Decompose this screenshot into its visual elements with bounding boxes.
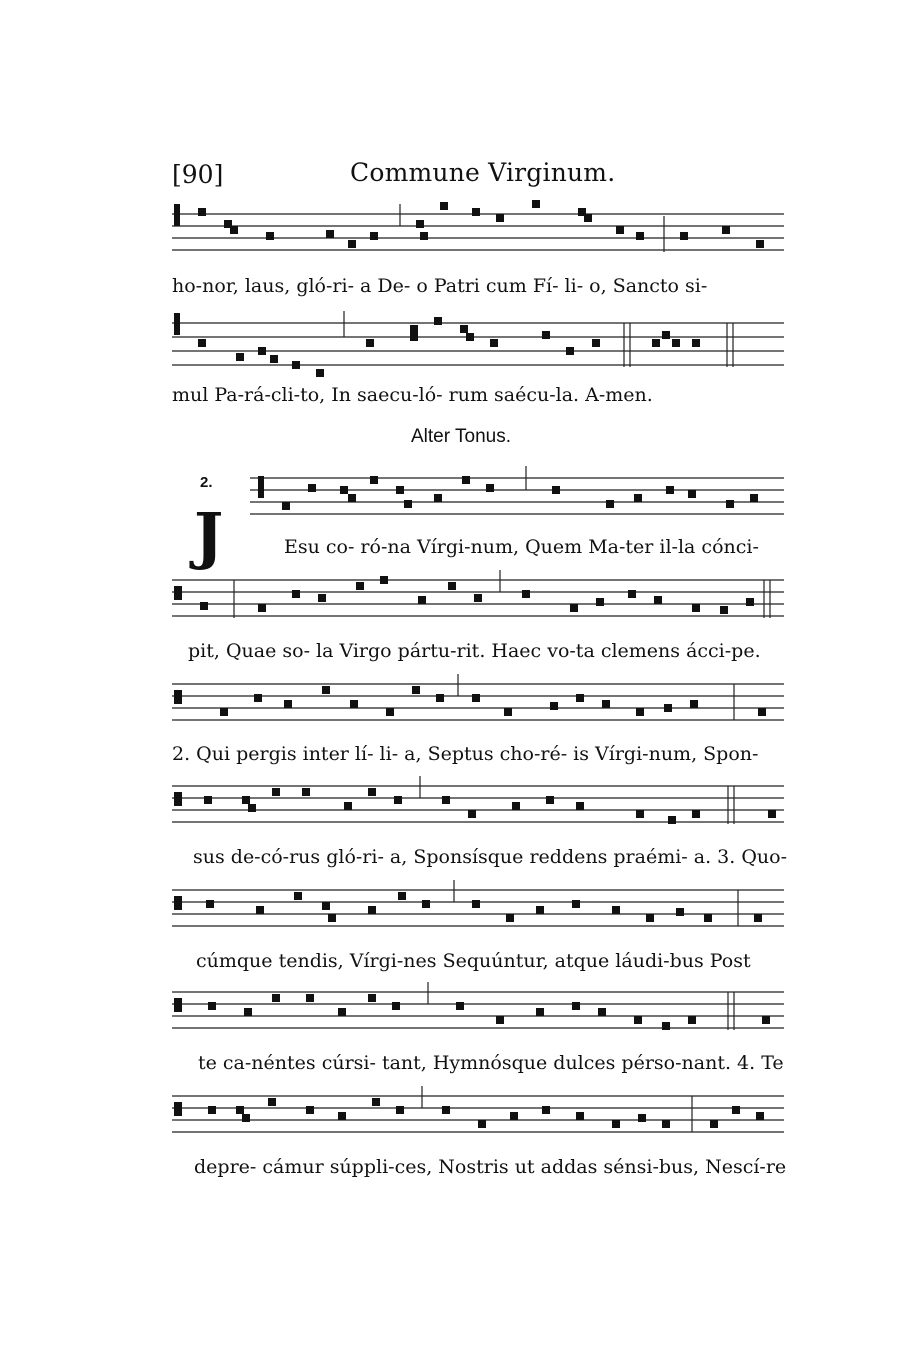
chant-staff-6 [172,774,784,840]
chant-staff-4 [172,568,784,634]
lyric-line-4: pit, Quae so- la Virgo pártu-rit. Haec vo-ta clemens ácci-pe. [188,640,761,662]
staff-lines [172,568,784,634]
lyric-line-8: te ca-néntes cúrsi- tant, Hymnósque dulces pérso-nant. 4. Te [198,1052,784,1074]
chant-staff-2 [172,305,784,380]
chant-staff-7 [172,878,784,944]
initial-letter: J [194,499,224,572]
staff-lines [172,878,784,944]
staff-lines [172,196,784,266]
chant-staff-8 [172,980,784,1046]
chant-staff-9 [172,1084,784,1150]
lyric-line-9: depre- cámur súppli-ces, Nostris ut addas sénsi-bus, Nescí-re [194,1156,787,1178]
staff-lines [250,462,784,532]
lyric-line-1: ho-nor, laus, gló-ri- a De- o Patri cum Fí- li- o, Sancto si- [172,275,708,297]
chant-staff-1 [172,196,784,266]
page-number: [90] [172,160,224,189]
chant-staff-3 [250,462,784,532]
lyric-line-2: mul Pa-rá-cli-to, In saecu-ló- rum saécu-la. A-men. [172,384,653,406]
staff-lines [172,980,784,1046]
staff-lines [172,672,784,738]
lyric-line-3: Esu co- ró-na Vírgi-num, Quem Ma-ter il-la cónci- [284,536,759,558]
verse-number: 2. [200,474,213,491]
lyric-line-7: cúmque tendis, Vírgi-nes Sequúntur, atque láudi-bus Post [196,950,751,972]
lyric-line-6: sus de-có-rus gló-ri- a, Sponsísque reddens praémi- a. 3. Quo- [193,846,787,868]
section-heading: Alter Tonus. [411,426,511,447]
staff-lines [172,1084,784,1150]
staff-lines [172,774,784,840]
chant-staff-5 [172,672,784,738]
page-title: Commune Virginum. [350,158,616,187]
lyric-line-5: 2. Qui pergis inter lí- li- a, Septus cho-ré- is Vírgi-num, Spon- [172,743,759,765]
staff-lines [172,305,784,380]
